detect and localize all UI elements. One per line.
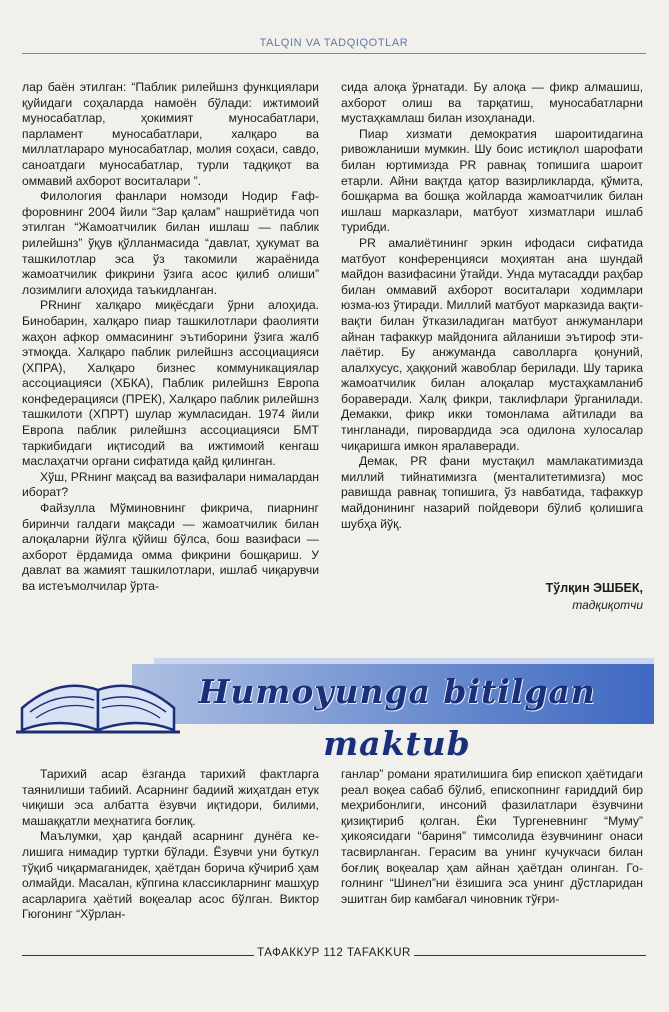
page-number-label: ТАФАККУР 112 TAFAKKUR (257, 947, 411, 959)
footer-rule-right (414, 955, 646, 956)
page-footer (22, 947, 646, 963)
paragraph: Маълумки, ҳар қандай асарнинг дунёга келишига нимадир туртки бўлади. Ёзувчи уни буткул тўқиб чиқармаганидек, ҳаётдан борича кўчириб ҳам олмайди. Масалан, кўпгина классикларнинг машҳур асарларига ҳаётий воқеалар асос бўлган. Виктор Гюгонинг “Хўрлан- (22, 829, 319, 922)
column-bottom-left (22, 767, 319, 923)
author-name: Тўлқин ЭШБЕК, (545, 581, 643, 595)
paragraph: Филология фанлари номзоди Нодир Ғаффоровнинг 2004 йили “Зар қалам” нашриётида чоп этилган “Жамоатчилик билан ишлаш — паблик рилейшнз” ўқув қўлланмасида “давлат, ҳукумат ва ташкилотлар эса ўз такомили жараёнида жамоатчилик фикрини ўзига асос қилиб олиши” лозимлиги алоҳида таъкидланган. (22, 189, 319, 297)
author-role: тадқиқотчи (572, 598, 643, 612)
author-signature (341, 580, 643, 614)
paragraph: ганлар” романи яратилишига бир епископ ҳаётидаги реал воқеа сабаб бўлиб, епископнинг ғариддий бир меҳрибонлиги, инсоний фазилатлари ёзувчини қизиқтириб қолган. Ёки Тургеневнинг “Муму” ҳикоясидаги “бариня” тимсолида ёзувчининг онаси тасвирланган. Герасим ва унинг кучукчаси билан боғлиқ воқеалар ҳам айнан ҳаётдан олинган. Гоголнинг “Шинел”ни ёзишига эса унинг дўстларидан эшитган бир камбағал чиновник тўғри- (341, 767, 643, 906)
header-rule (22, 53, 646, 54)
article-banner (14, 632, 654, 763)
paragraph: Хўш, PRнинг мақсад ва вазифалари нималардан иборат? (22, 469, 319, 500)
paragraph: Тарихий асар ёзганда тарихий фактларга таянилиши табиий. Асарнинг бадиий жиҳатдан етук чиқиши эса албатта ёзувчи иқтидори, билими, машаққатли меҳнатига боғлиқ. (22, 767, 319, 828)
paragraph: PR амалиётининг эркин ифодаси сифатида матбуот конференцияси моҳиятан ана шундай майдон вазифасини ўтайди. Унда мутасадди раҳбар билан оммавий ахборот воситалари ходимлари юзма-юз ўтиради. Миллий матбуот марказида вақти-вақти билан ўтказиладиган матбуот анжуманлари айнан тафаккур майдонига айланиши эътироф этилаётир. Бу анжуманда саволларга қонуний, алалхусус, ҳаққоний жавоблар берилади. Шу тарика жамоатчилик билан алоқалар мустаҳкамланиб бораверади. Халқ фикри, таклифлари ўрганилади. Демакки, фикр икки томонлама айтилади ва тингланади, пировардида эса одилона хулосалар чиқаришга имкон яралаверади. (341, 235, 643, 453)
column-top-right (341, 80, 643, 532)
banner-title: Humoyunga bitilgan maktub (198, 672, 596, 763)
paragraph: PRнинг халқаро миқёсдаги ўрни алоҳида. Бинобарин, халқаро пиар ташкилотлари фаолияти жаҳон афкор оммасининг эътиборини ўзига жалб этмоқда. Халқаро паблик рилейшнз ассоциацияси (ХПРА), Халқаро бизнес коммуникациялар ассоциацияси (ХБКА), Паблик рилейшнз Европа конфедерацияси (ПРЕК), Халқаро паблик рилейшнз ташкилоти (ХПРТ) шулар жумласидан. 1974 йили Европа паблик рилейшнз ассоциацияси БМТ таркибидаги иқтисодий ва ижтимоий кенгаш маслаҳатчи органи сифатида қайд қилинган. (22, 298, 319, 469)
paragraph: сида алоқа ўрнатади. Бу алоқа — фикр алмашиш, ахборот олиш ва тарқатиш, муносабатларни мустаҳкамлаш билан изоҳланади. (341, 80, 643, 126)
running-header (22, 36, 646, 54)
paragraph: лар баён этилган: “Паблик рилейшнз функциялари қуйидаги соҳаларда намоён бўлади: ижтимоий муносабатлар, ҳокимият муносабатлари, парламент муносабатлари, халқаро ва миллатлараро муносабатлар, молия соҳаси, савдо, саноатдаги муносабатлар, турли тадқиқот ва оммавий ахборот воситалари ”. (22, 80, 319, 188)
column-top-left (22, 80, 319, 595)
column-bottom-right (341, 767, 643, 907)
paragraph: Демак, PR фани мустақил мамлакатимизда миллий тийнатимизга (менталитетимизга) мос равишда равнақ топишига, ўз навбатида, тафаккур майдонининг назарий пойдевори бўлиб қолишига шубҳа йўқ. (341, 454, 643, 531)
section-title: TALQIN VA TADQIQOTLAR (259, 37, 409, 49)
paragraph: Файзулла Мўминовнинг фикрича, пиарнинг биринчи галдаги мақсади — жамоатчилик билан алоқаларни йўлга қўйиш бўлса, бош вазифаси — ахборот ёрдамида омма фикрини бошқариш. У давлат ва жамият ташкилотлари, ишлаб чиқарувчи ва истеъмолчилар ўрта- (22, 501, 319, 593)
paragraph: Пиар хизмати демократия шароитидагина ривожланиши мумкин. Шу боис истиқлол шарофати билан юртимизда PR равнақ топишига шароит етарли. Айни вақтда қатор вазирликларда, қўмита, бошқарма ва бошқа жойларда жамоатчилик билан ишлаш марказлари, матбуот хизматлари ишлаб турибди. (341, 126, 643, 235)
